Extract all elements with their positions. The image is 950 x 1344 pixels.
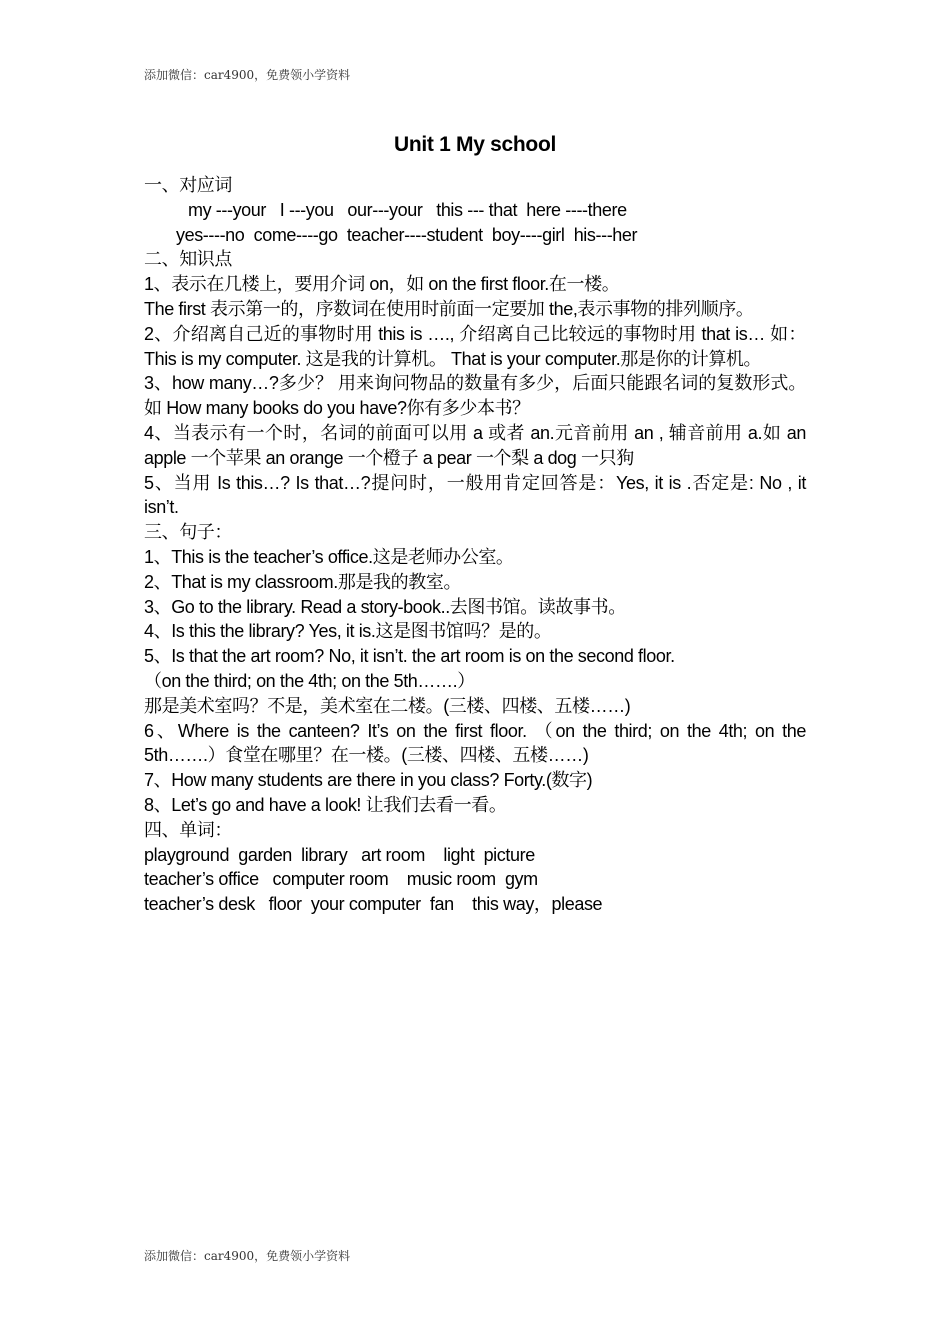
sentence-5a: 5、Is that the art room? No, it isn’t. the art room is on the second floor. [144, 646, 675, 667]
sentence-1: 1、This is the teacher’s office.这是老师办公室。 [144, 546, 514, 567]
vocabulary-line-1: playground garden library art room light picture [144, 844, 535, 865]
footer-watermark: 添加微信：car4900，免费领小学资料 [144, 1249, 351, 1263]
sentence-5c: 那是美术室吗？不是，美术室在二楼。(三楼、四楼、五楼……) [144, 695, 631, 716]
knowledge-point-1: 1、表示在几楼上，要用介词 on，如 on the first floor.在一楼。 [144, 274, 620, 295]
knowledge-point-5: 5、当用 Is this…? Is that…?提问时，一般用肯定回答是：Yes, it is .否定是: No , it isn’t. [144, 472, 806, 518]
section-heading-sentences: 三、句子： [144, 522, 232, 543]
vocabulary-line-3: teacher’s desk floor your computer fan this way，please [144, 894, 603, 915]
knowledge-point-1b: The first 表示第一的，序数词在使用时前面一定要加 the,表示事物的排列顺序。 [144, 298, 754, 319]
sentence-3: 3、Go to the library. Read a story-book..去图书馆。读故事书。 [144, 596, 626, 617]
sentence-6: 6、Where is the canteen? It’s on the first floor. （on the third; on the 4th; on the 5th…….）食堂在哪里？在一楼。(三楼、四楼、五楼……) [144, 720, 806, 766]
sentence-7: 7、How many students are there in you class? Forty.(数字) [144, 770, 593, 791]
sentence-4: 4、Is this the library? Yes, it is.这是图书馆吗？是的。 [144, 621, 552, 642]
knowledge-point-3: 3、how many…?多少？ 用来询问物品的数量有多少，后面只能跟名词的复数形式。如 How many books do you have?你有多少本书？ [144, 373, 806, 419]
antonym-line-2: yes----no come----go teacher----student boy----girl his---her [176, 224, 638, 245]
antonym-line-1: my ---your I ---you our---your this --- that here ----there [188, 199, 627, 220]
section-heading-antonyms: 一、对应词 [144, 175, 232, 195]
header-watermark: 添加微信：car4900，免费领小学资料 [144, 68, 351, 82]
vocabulary-line-2: teacher’s office computer room music room gym [144, 869, 538, 890]
sentence-5b: （on the third; on the 4th; on the 5th…….） [144, 670, 475, 691]
knowledge-point-4: 4、当表示有一个时，名词的前面可以用 a 或者 an.元音前用 an , 辅音前用 a.如 an apple 一个苹果 an orange 一个橙子 a pear 一个梨 a dog 一只狗 [144, 422, 806, 468]
document-body [144, 173, 806, 917]
sentence-8: 8、Let’s go and have a look! 让我们去看一看。 [144, 794, 507, 815]
knowledge-point-2: 2、介绍离自己近的事物时用 this is …., 介绍离自己比较远的事物时用 that is… 如： This is my computer. 这是我的计算机。 That is your computer.那是你的计算机。 [144, 323, 806, 369]
sentence-2: 2、That is my classroom.那是我的教室。 [144, 571, 462, 592]
document-title: Unit 1 My school [393, 133, 557, 156]
section-heading-vocabulary: 四、单词： [144, 819, 232, 840]
section-heading-knowledge: 二、知识点 [144, 249, 232, 270]
